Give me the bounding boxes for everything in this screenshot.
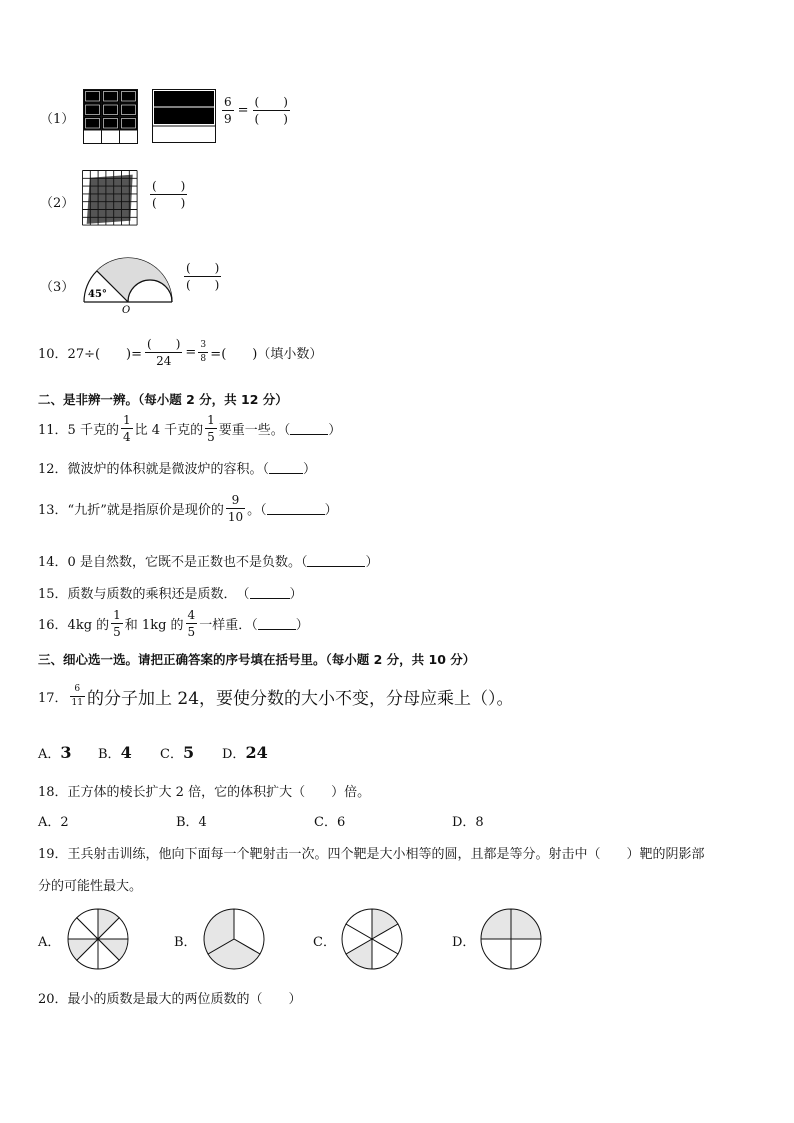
q19-option-a-label[interactable]: A． bbox=[38, 935, 61, 950]
q11-answer-blank[interactable] bbox=[290, 422, 328, 435]
q16-answer-blank[interactable] bbox=[258, 617, 296, 630]
q9-1-bar-figure bbox=[152, 89, 216, 143]
q17-option-c[interactable]: C．5 bbox=[160, 743, 195, 762]
q18-option-b[interactable]: B．4 bbox=[176, 815, 207, 830]
q18-option-a[interactable]: A．2 bbox=[38, 815, 69, 830]
q19-target-c[interactable] bbox=[340, 907, 404, 971]
question-15: 15．质数与质数的乘积还是质数． （ ） bbox=[38, 587, 303, 602]
question-19-line-2: 分的可能性最大。 bbox=[38, 879, 143, 894]
q16-fraction-4-5: $\frac{4}{5}$ bbox=[187, 608, 196, 639]
question-12: 12．微波炉的体积就是微波炉的容积。（ ） bbox=[38, 462, 317, 477]
q19-option-c-label[interactable]: C． bbox=[313, 935, 336, 950]
question-14: 14．0 是自然数，它既不是正数也不是负数。（ ） bbox=[38, 555, 379, 570]
q19-option-b-label[interactable]: B． bbox=[174, 935, 197, 950]
q19-option-d-label[interactable]: D． bbox=[452, 935, 476, 950]
q9-2-answer-fraction[interactable]: $\frac{( )}{( )}$ bbox=[152, 179, 186, 210]
q9-3-label: （3） bbox=[40, 280, 75, 295]
q18-option-d[interactable]: D．8 bbox=[452, 815, 484, 830]
question-11: 11．5 千克的 $\frac{1}{4}$ 比 4 千克的 $\frac{1}{5}$ 要重一些。（ ） bbox=[38, 413, 342, 444]
question-20: 20．最小的质数是最大的两位质数的（ ） bbox=[38, 992, 302, 1007]
angle-label: 45° bbox=[88, 289, 107, 300]
q17-option-b[interactable]: B．4 bbox=[98, 743, 132, 762]
q9-2-parallelogram-grid-figure bbox=[82, 170, 138, 226]
q9-1-fraction-6-9: $\frac{6}{9}$ bbox=[224, 95, 232, 126]
q12-answer-blank[interactable] bbox=[269, 461, 303, 474]
question-10: 10．27÷( )= $\frac{( )}{24}$ = $\frac{3}{8}$ =( )（填小数） bbox=[38, 337, 323, 368]
q10-fraction-3-8: $\frac{3}{8}$ bbox=[198, 341, 208, 364]
section-3-title: 三、细心选一选。请把正确答案的序号填在括号里。（每小题 2 分，共 10 分） bbox=[38, 652, 476, 667]
question-18: 18．正方体的棱长扩大 2 倍，它的体积扩大（ ）倍。 bbox=[38, 785, 371, 800]
q11-fraction-1-4: $\frac{1}{4}$ bbox=[122, 413, 131, 444]
point-o-label: O bbox=[122, 305, 131, 316]
q13-fraction-9-10: $\frac{9}{10}$ bbox=[227, 493, 244, 524]
q19-target-d[interactable] bbox=[479, 907, 543, 971]
q10-fraction-blank-24[interactable]: $\frac{( )}{24}$ bbox=[147, 337, 181, 368]
q16-fraction-1-5: $\frac{1}{5}$ bbox=[113, 608, 121, 639]
q9-1-label: （1） bbox=[40, 112, 75, 127]
q19-target-b[interactable] bbox=[202, 907, 266, 971]
question-17: 17． $\frac{6}{11}$ 的分子加上 24，要使分数的大小不变，分母应乘上（）。 bbox=[38, 684, 514, 709]
equals-sign: = bbox=[237, 103, 249, 118]
q14-answer-blank[interactable] bbox=[307, 554, 365, 567]
question-19-line-1: 19．王兵射击训练，他向下面每一个靶射击一次。四个靶是大小相等的圆，且都是等分。射击中（ ）靶的阴影部 bbox=[38, 847, 705, 862]
q9-1-grid-figure bbox=[83, 89, 139, 144]
q9-3-sector-figure bbox=[82, 252, 178, 314]
q9-2-label: （2） bbox=[40, 196, 75, 211]
q17-option-a[interactable]: A．3 bbox=[38, 743, 72, 762]
q13-answer-blank[interactable] bbox=[267, 502, 325, 515]
q17-option-d[interactable]: D．24 bbox=[222, 743, 268, 762]
section-2-title: 二、是非辨一辨。（每小题 2 分，共 12 分） bbox=[38, 392, 288, 407]
q9-1-answer-fraction[interactable]: $\frac{( )}{( )}$ bbox=[254, 95, 288, 126]
q19-target-a[interactable] bbox=[66, 907, 130, 971]
q18-option-c[interactable]: C．6 bbox=[314, 815, 346, 830]
q15-answer-blank[interactable] bbox=[250, 586, 290, 599]
q11-fraction-1-5: $\frac{1}{5}$ bbox=[207, 413, 215, 444]
q17-fraction-6-11: $\frac{6}{11}$ bbox=[71, 684, 83, 708]
q9-3-answer-fraction[interactable]: $\frac{( )}{( )}$ bbox=[186, 261, 220, 292]
question-13: 13．“九折”就是指原价是现价的 $\frac{9}{10}$ 。（ ） bbox=[38, 493, 338, 524]
question-16: 16．4kg 的 $\frac{1}{5}$ 和 1kg 的 $\frac{4}{5}$ 一样重．（ ） bbox=[38, 608, 309, 639]
